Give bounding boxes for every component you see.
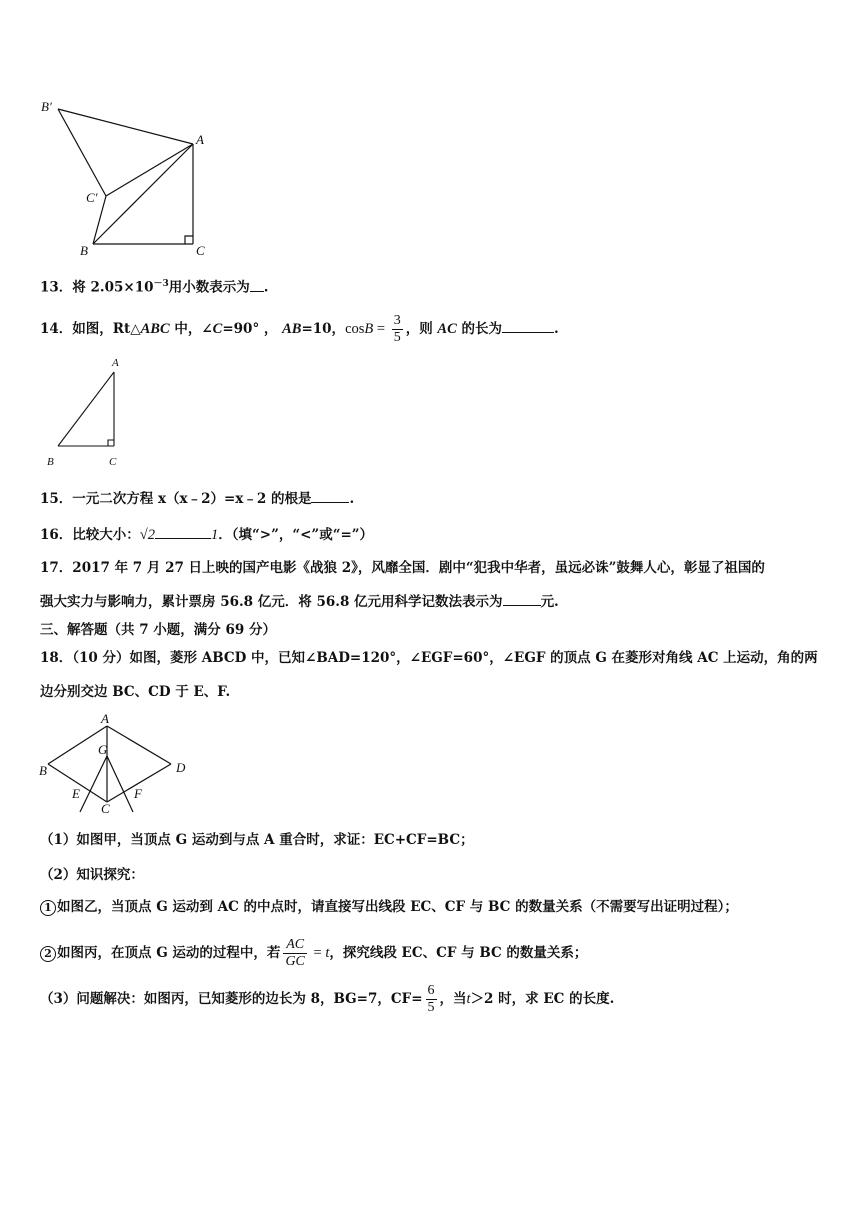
question-18-line-1: 18．（10 分）如图，菱形 ABCD 中，已知∠BAD=120°，∠EGF=60°，∠EGF 的顶点 G 在菱形对角线 AC 上运动，角的两 [40,650,818,666]
answer-blank[interactable] [311,488,349,503]
label-c: C [101,801,110,816]
question-13: 13．将 $2.05\times 10^{-3}$用小数表示为 . [40,274,268,298]
part-2-item-2: 2 如图丙，在顶点 G 运动的过程中，若 $\frac{AC}{GC}$ = t，探究线段 EC、CF 与 BC 的数量关系； [40,937,587,970]
label-d: D [176,760,186,775]
figure-rhombus [36,712,196,816]
part-1: （1）如图甲，当顶点 G 运动到与点 A 重合时，求证：EC+CF=BC； [40,832,474,848]
answer-blank[interactable] [250,277,264,292]
question-16: 16．比较大小：√2 1．（填“>”，“<”或“=”） [40,524,373,545]
label-b-prime: B′ [41,99,52,114]
question-18-line-2: 边分别交边 BC、CD 于 E、F. [40,684,231,700]
question-17-line-1: 17．2017 年 7 月 27 日上映的国产电影《战狼 2》，风靡全国．剧中“犯我中华者，虽远必诛”鼓舞人心，彰显了祖国的 [40,560,765,576]
figure-rotated-triangle [36,92,216,264]
label-a: A [101,712,109,726]
part-2: （2）知识探究： [40,867,144,883]
fraction-6-5: $\frac{6}{5}$ [427,983,435,1015]
label-f: F [134,786,142,801]
fraction-3-5: $\frac{3}{5}$ [393,313,401,345]
answer-blank[interactable] [503,591,541,606]
label-c-prime: C′ [86,190,98,205]
answer-blank[interactable] [502,318,554,333]
label-b: B [47,456,54,468]
fraction-ac-gc: $\frac{AC}{GC}$ [285,937,305,969]
section-heading: 三、解答题（共 7 小题，满分 69 分） [40,622,276,638]
figure-right-triangle [42,355,132,473]
label-a: A [196,132,204,147]
circled-number: 2 [40,946,56,962]
question-14: 14．如图，Rt△ABC 中，∠C=90° ， AB=10，cosB = $\frac{3}{5}$ ，则 AC 的长为 . [40,313,559,345]
question-17-line-2: 强大实力与影响力，累计票房 56.8 亿元．将 56.8 亿元用科学记数法表示为 元. [40,591,559,612]
answer-blank[interactable] [155,524,211,539]
part-3: （3）问题解决：如图丙，已知菱形的边长为 8，BG=7，CF= $\frac{6}{5}$ ，当t＞2 时，求 EC 的长度. [40,983,615,1015]
label-b: B [80,243,88,258]
circled-number: 1 [40,900,56,916]
label-c: C [109,456,117,468]
label-e: E [72,786,80,801]
question-15: 15．一元二次方程 x（x﹣2）=x﹣2 的根是 . [40,488,354,509]
label-b: B [39,763,47,778]
part-2-item-1: 1 如图乙，当顶点 G 运动到 AC 的中点时，请直接写出线段 EC、CF 与 BC 的数量关系（不需要写出证明过程）； [40,897,738,917]
label-c: C [196,243,205,258]
label-a: A [112,357,119,369]
label-g: G [98,742,108,757]
